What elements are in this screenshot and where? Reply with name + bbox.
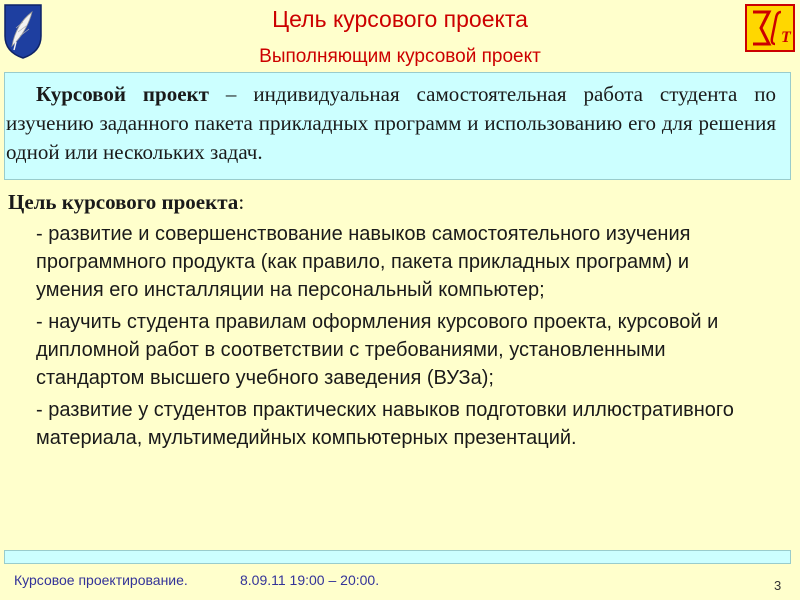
goals-list	[36, 220, 756, 456]
goal-item-3: - развитие у студентов практических навыков подготовки иллюстративного материала, мультимедийных компьютерных презентаций.	[36, 399, 734, 449]
footer-course: Курсовое проектирование.	[14, 572, 188, 588]
goals-heading	[8, 190, 244, 215]
definition-term: Курсовой проект	[36, 82, 209, 106]
goal-item-1: - развитие и совершенствование навыков самостоятельного изучения программного продукта (как правило, пакета прикладных программ) и умения его инсталляции на персональный компьютер;	[36, 223, 691, 301]
definition-text	[6, 80, 776, 167]
page-title: Цель курсового проекта	[272, 6, 528, 32]
page-subtitle: Выполняющим курсовой проект	[259, 46, 541, 67]
goals-heading-text: Цель курсового проекта	[8, 190, 239, 214]
definition-body: – индивидуальная самостоятельная работа студента по изучению заданного пакета прикладных программ и использованию его для решения одной или нескольких задач.	[6, 82, 776, 164]
svg-text:T: T	[781, 29, 791, 46]
footer-bar	[4, 550, 791, 564]
goals-heading-colon: :	[238, 190, 245, 214]
goal-item-2: - научить студента правилам оформления курсового проекта, курсовой и дипломной работ в соответствии с требованиями, установленными стандартом высшего учебного заведения (ВУЗа);	[36, 311, 719, 389]
page-number: 3	[774, 578, 782, 593]
footer-date: 8.09.11 19:00 – 20:00.	[240, 572, 380, 588]
sigma-integral-logo-icon	[745, 4, 795, 52]
